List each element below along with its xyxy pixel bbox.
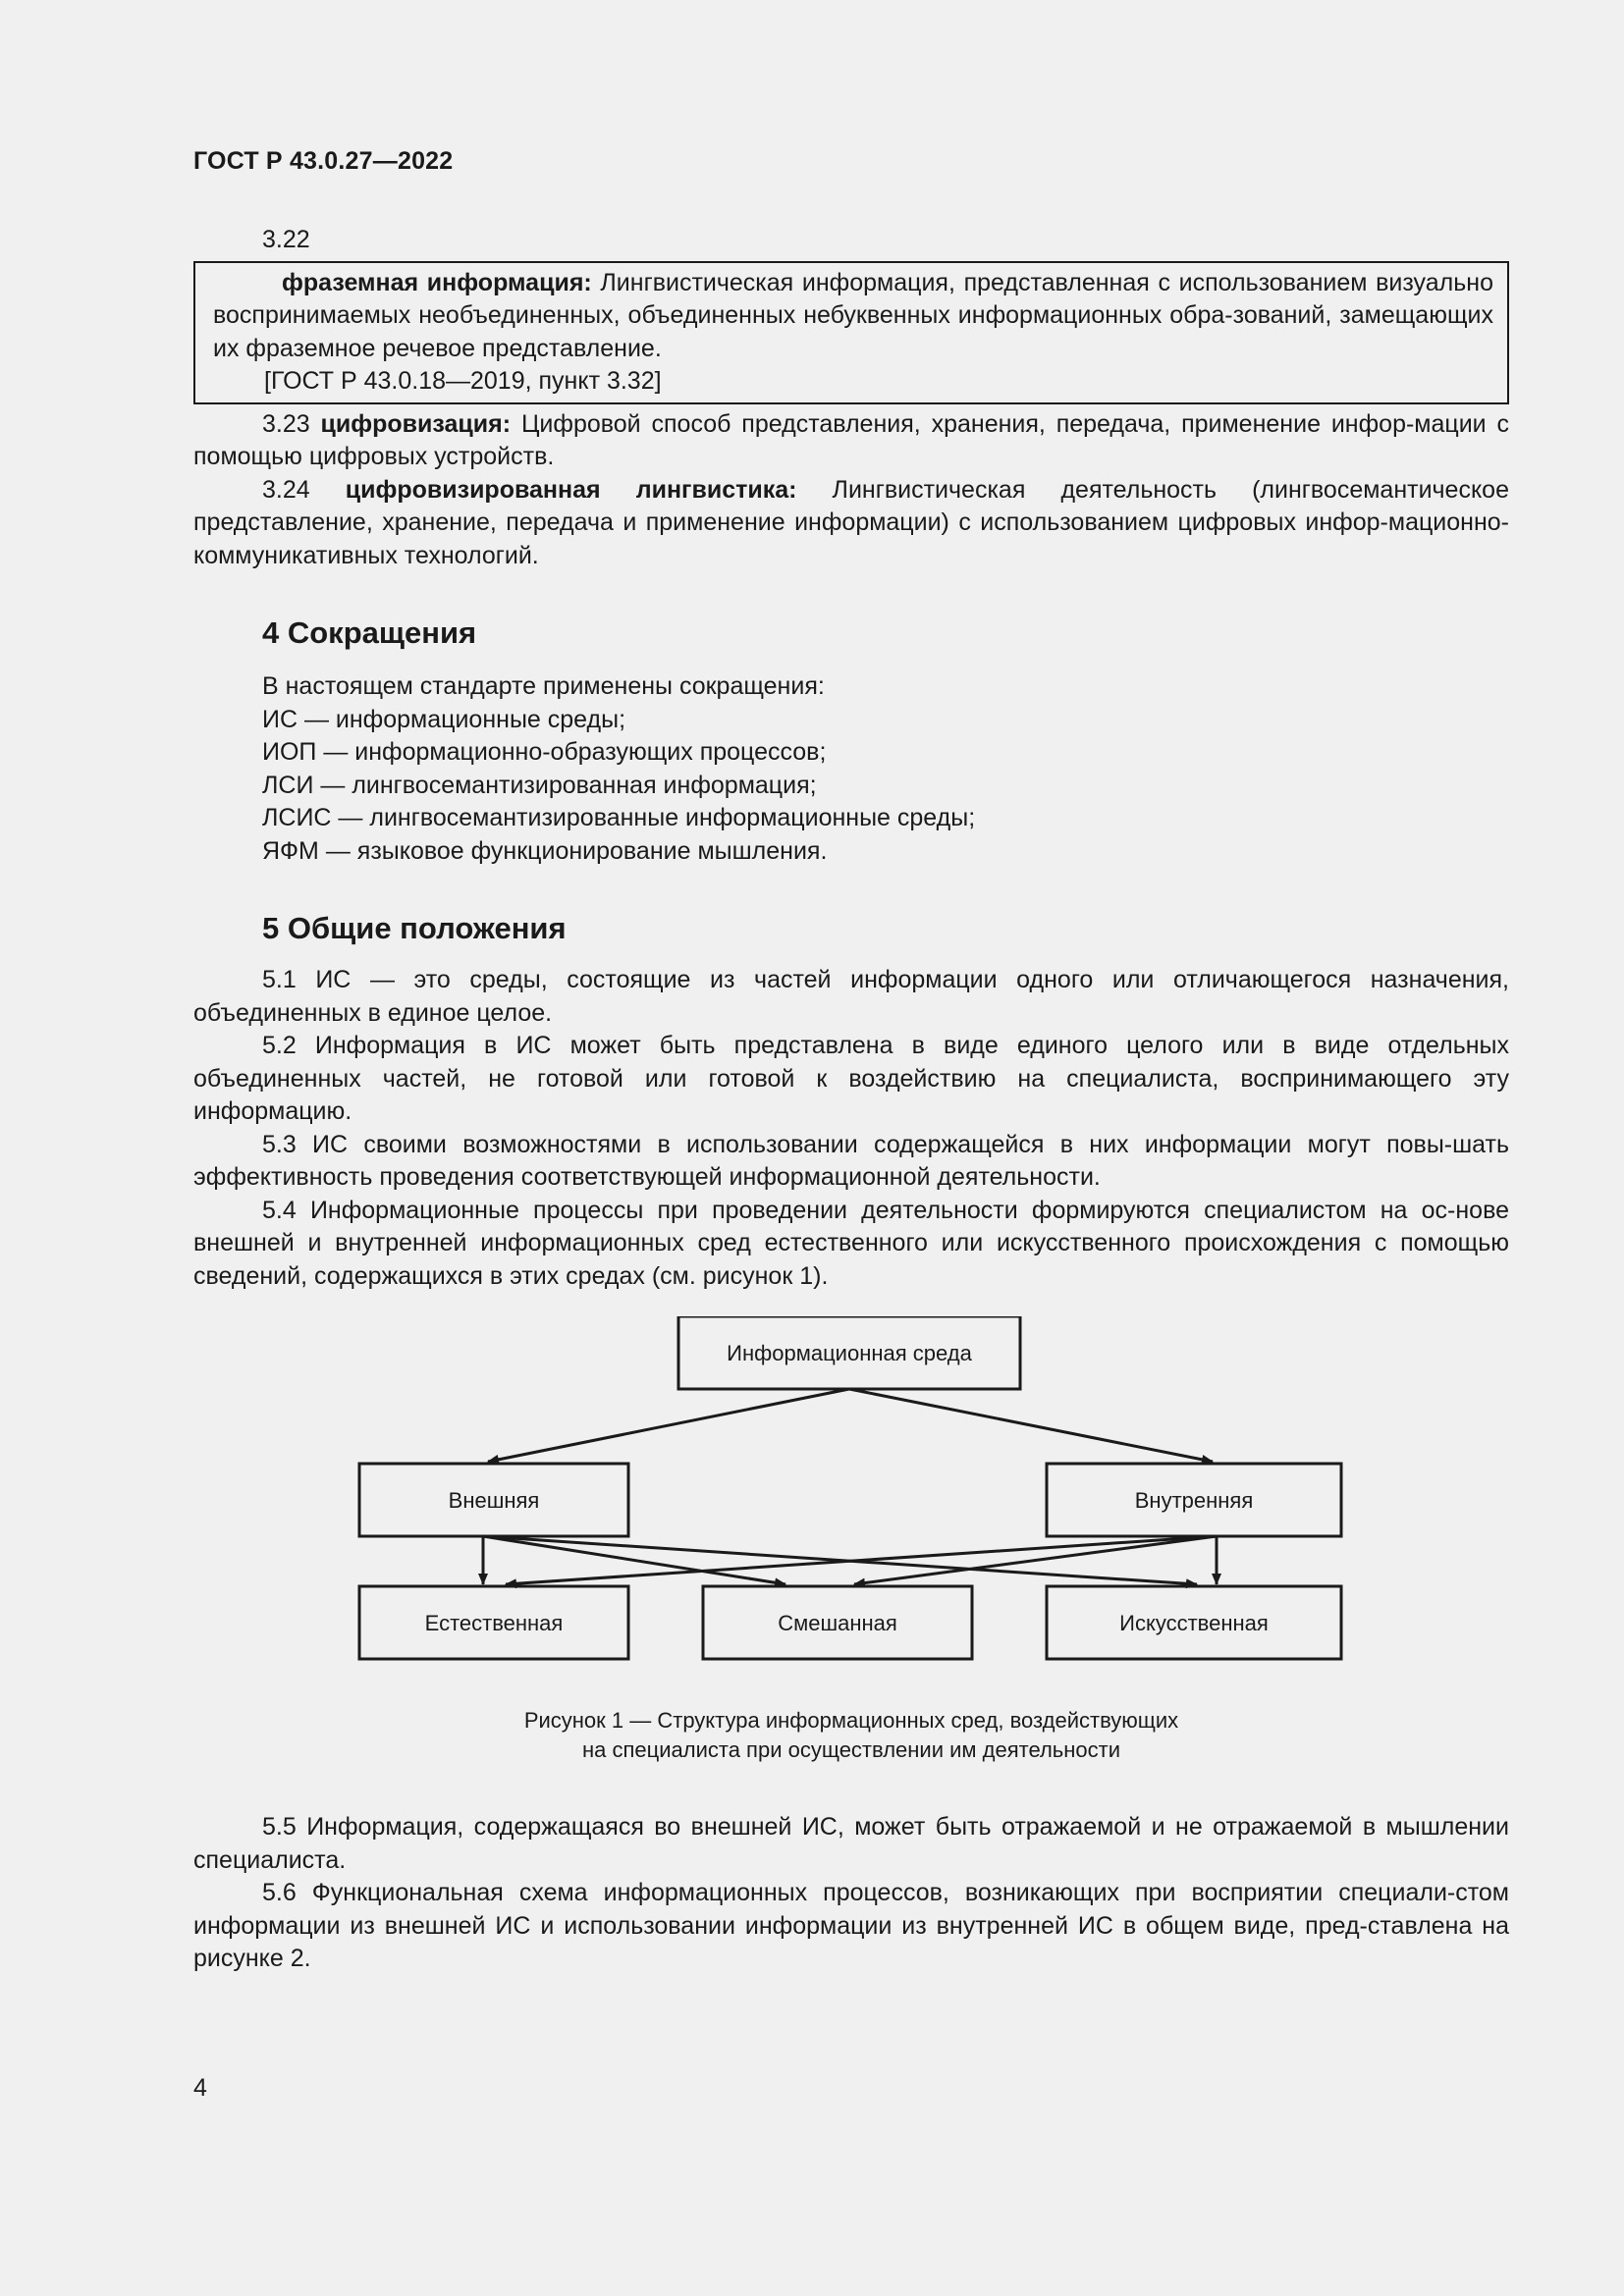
- arrow-external-mixed: [483, 1536, 785, 1584]
- term-3-24-term: цифровизированная лингвистика:: [345, 475, 797, 504]
- term-3-23-number: 3.23: [262, 409, 321, 438]
- paragraph-5-4: 5.4 Информационные процессы при проведении деятельности формируются специалистом на ос-нове внешней и внутренней информационных сред естественного или искусственного происхождения с помощью сведений, содержащихся в этих средах (см. рисунок 1).: [193, 1196, 1509, 1290]
- arrow-root-internal: [849, 1389, 1213, 1462]
- page-number: 4: [193, 2074, 207, 2102]
- term-3-23-term: цифровизация:: [320, 409, 512, 438]
- arrow-root-external: [488, 1389, 849, 1462]
- label-artificial: Искусственная: [1119, 1611, 1269, 1635]
- term-3-22-reference: [ГОСТ Р 43.0.18—2019, пункт 3.32]: [264, 367, 662, 395]
- paragraph-5-1: 5.1 ИС — это среды, состоящие из частей информации одного или отличающегося назначения, объединенных в единое целое.: [193, 966, 1509, 1027]
- term-3-22-paragraph: [213, 267, 1493, 366]
- paragraph-5-3: 5.3 ИС своими возможностями в использовании содержащейся в них информации могут повы-шать эффективность проведения соответствующей информационной деятельности.: [193, 1130, 1509, 1191]
- paragraph-5-6: 5.6 Функциональная схема информационных процессов, возникающих при восприятии специали-стом информации из внешней ИС и использовании информации из внутренней ИС в общем виде, пред-ставлена на рисунке 2.: [193, 1879, 1509, 1972]
- term-3-22-term: фраземная информация:: [282, 268, 592, 296]
- figure-1: [193, 1316, 1509, 1778]
- paragraph-5-5: 5.5 Информация, содержащаяся во внешней ИС, может быть отражаемой и не отражаемой в мышлении специалиста.: [193, 1813, 1509, 1874]
- label-root: Информационная среда: [727, 1341, 972, 1365]
- term-3-24-definition: Лингвистическая деятельность (лингвосемантическое представление, хранение, передача и применение информации) с использованием цифровых инфор-мационно-коммуникативных технологий.: [193, 475, 1509, 569]
- section-5-title: 5 Общие положения: [262, 911, 567, 945]
- term-3-24-paragraph: [193, 474, 1509, 573]
- term-definition-box: [193, 261, 1509, 404]
- figure-caption-line-2: на специалиста при осуществлении им деятельности: [581, 1737, 1121, 1762]
- term-3-22-definition: Лингвистическая информация, представленная с использованием визуально воспринимаемых необъединенных, объединенных небуквенных информационных обра-зований, замещающих их фраземное речевое представление.: [213, 268, 1493, 362]
- term-number-3-22: 3.22: [262, 226, 310, 253]
- abbreviations-intro: В настоящем стандарте применены сокращения:: [262, 672, 825, 700]
- section-4-title: 4 Сокращения: [262, 615, 477, 650]
- paragraph-5-2: 5.2 Информация в ИС может быть представлена в виде единого целого или в виде отдельных объединенных частей, не готовой или готовой к воздействию на специалиста, воспринимающего эту информацию.: [193, 1032, 1509, 1125]
- term-3-24-number: 3.24: [262, 475, 346, 504]
- arrow-internal-mixed: [854, 1536, 1217, 1584]
- abbreviation-item: ЛСИ — лингвосемантизированная информация;: [262, 771, 817, 799]
- label-internal: Внутренняя: [1134, 1488, 1254, 1513]
- label-natural: Естественная: [424, 1611, 564, 1635]
- abbreviation-item: ИС — информационные среды;: [262, 705, 626, 733]
- abbreviation-item: ИОП — информационно-образующих процессов;: [262, 738, 827, 766]
- term-3-23-definition: Цифровой способ представления, хранения, передача, применение инфор-мации с помощью цифровых устройств.: [193, 409, 1510, 470]
- abbreviation-item: ЛСИС — лингвосемантизированные информационные среды;: [262, 804, 976, 831]
- term-3-23-paragraph: [193, 408, 1509, 474]
- abbreviation-item: ЯФМ — языковое функционирование мышления.: [262, 836, 828, 865]
- label-external: Внешняя: [448, 1488, 540, 1513]
- document-header: ГОСТ Р 43.0.27—2022: [193, 147, 454, 175]
- page-content: [193, 224, 1509, 1976]
- abbreviations-list: [193, 670, 1509, 868]
- figure-1-diagram: [193, 1316, 1509, 1778]
- label-mixed: Смешанная: [778, 1611, 897, 1635]
- figure-caption-line-1: Рисунок 1 — Структура информационных сред, воздействующих: [523, 1708, 1179, 1733]
